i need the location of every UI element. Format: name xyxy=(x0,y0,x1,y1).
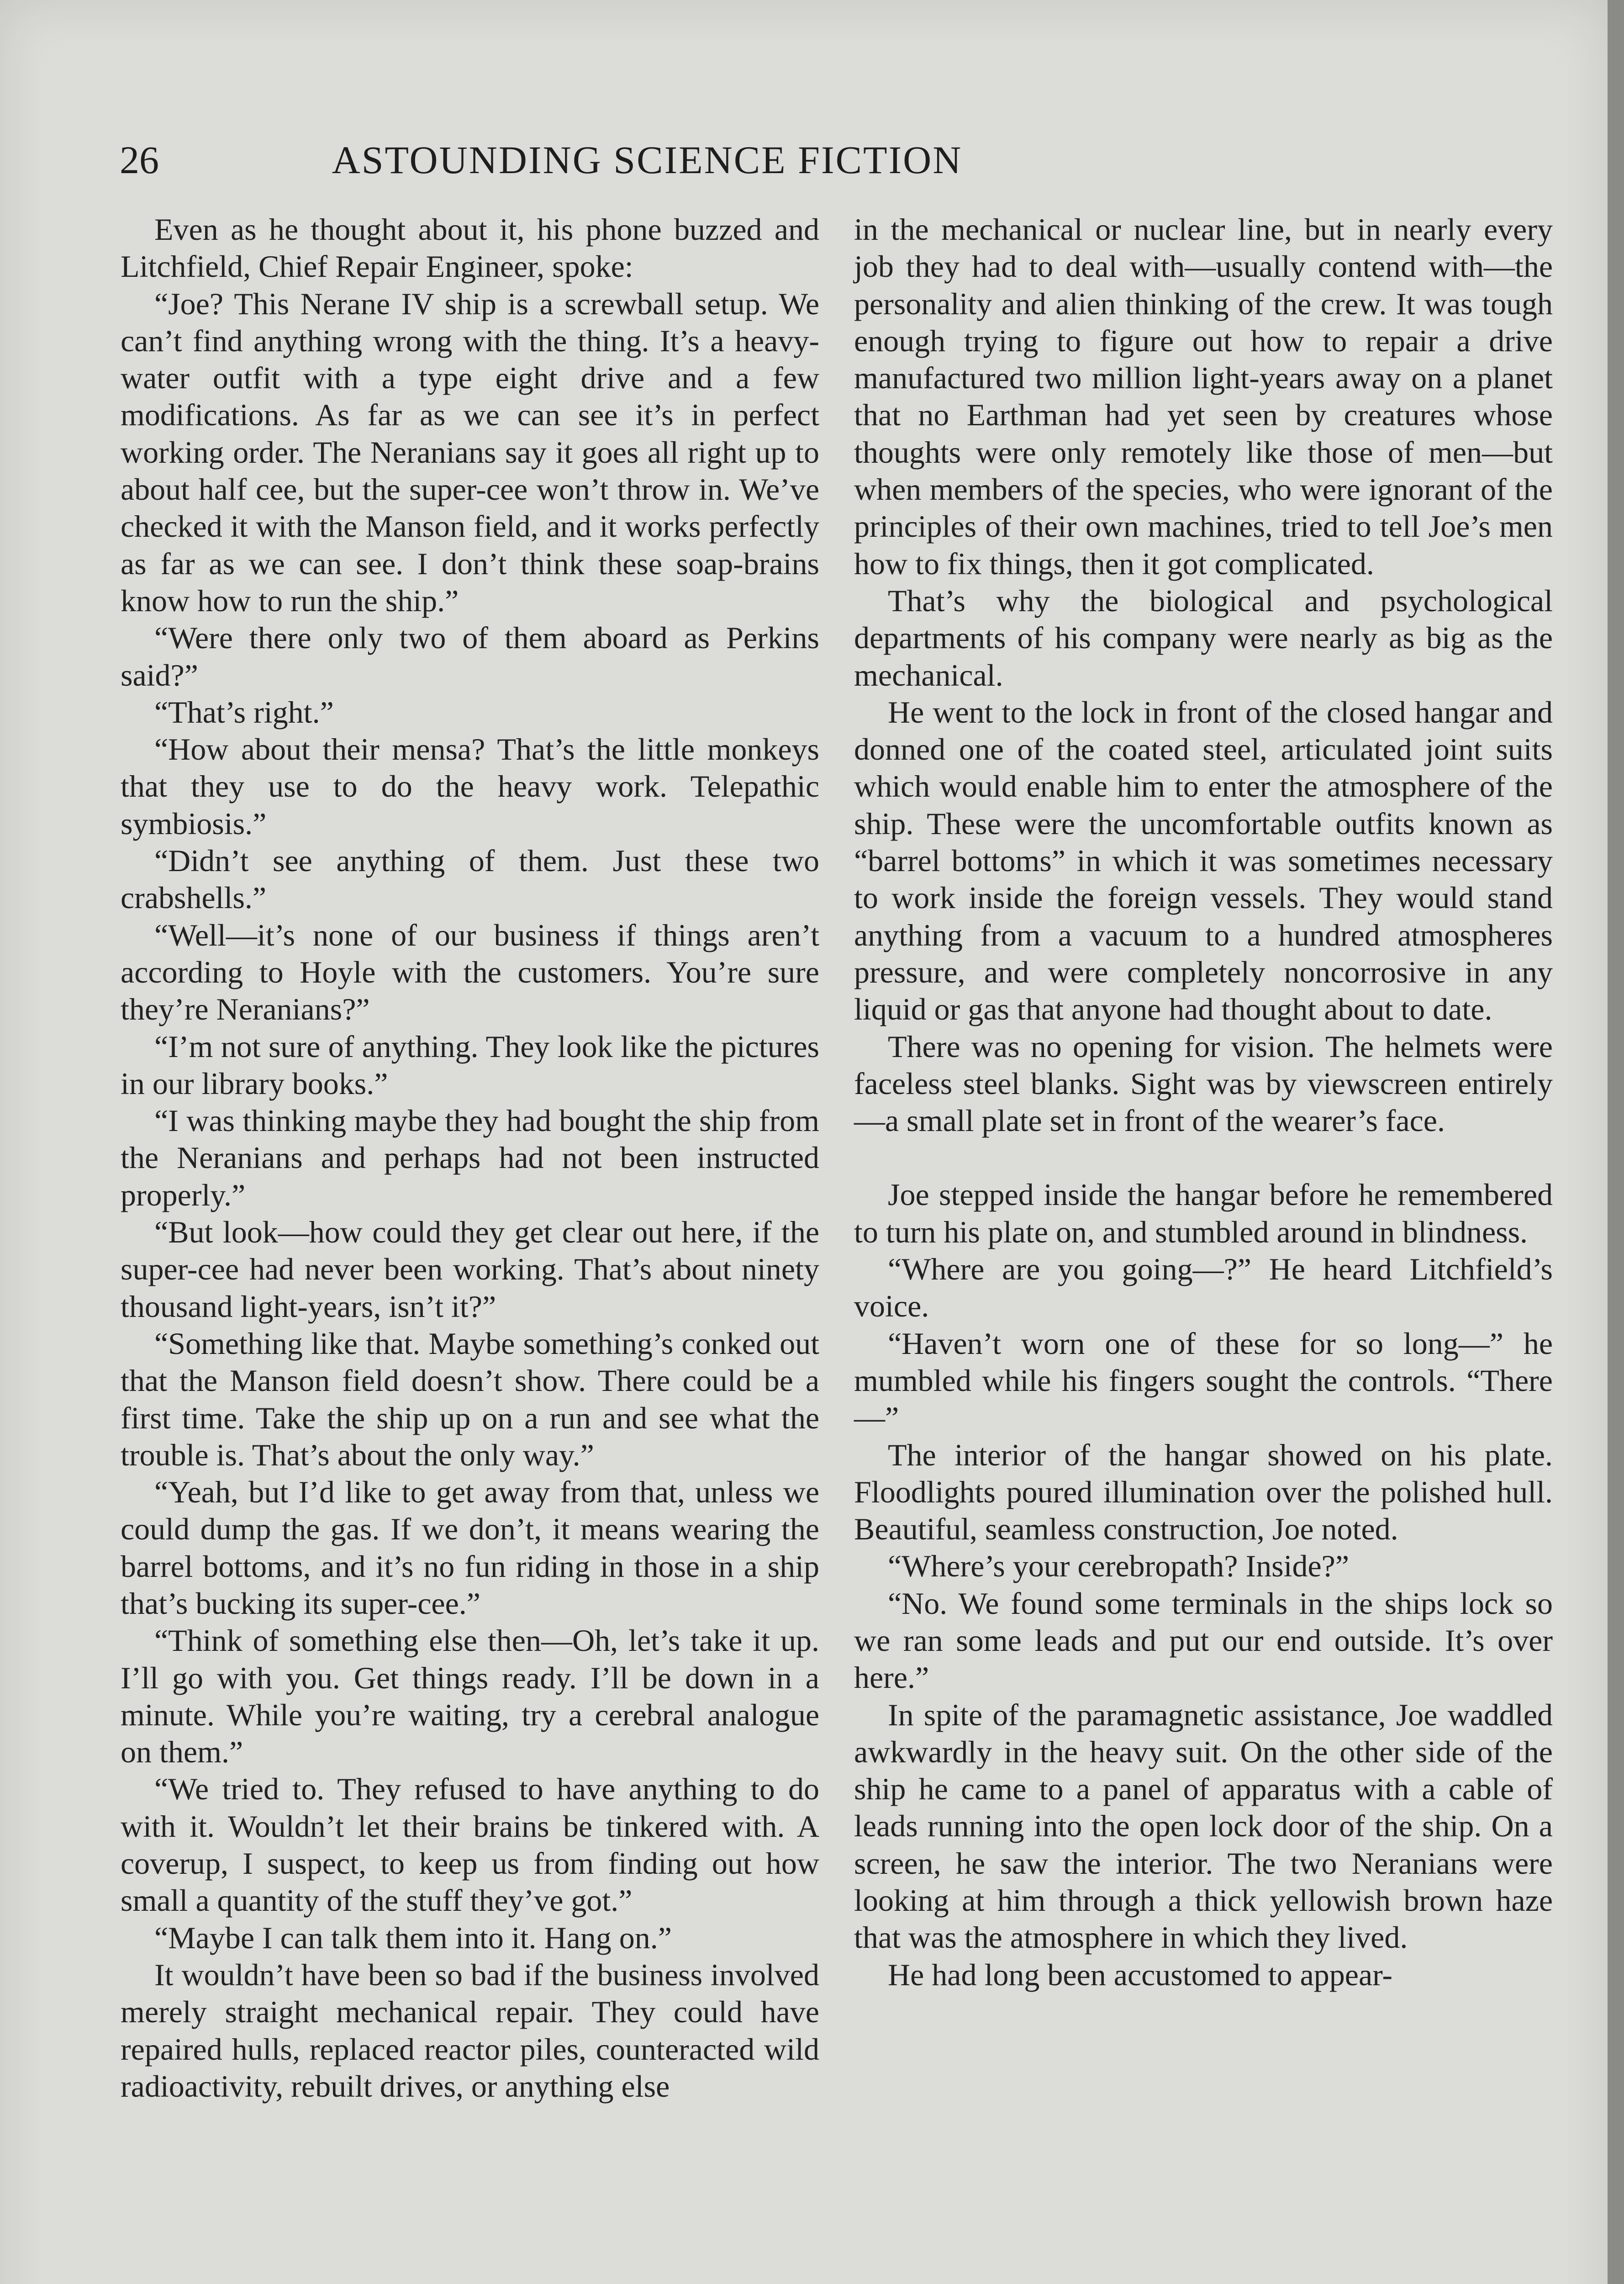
right-column xyxy=(854,211,1553,1993)
page-number: 26 xyxy=(120,138,159,182)
paragraph: “We tried to. They refused to have anything to do with it. Wouldn’t let their brains be tinkered with. A coverup, I suspect, to keep us from finding out how small a quantity of the stuff they’ve got.” xyxy=(121,1771,819,1918)
paragraph: “I was thinking maybe they had bought the ship from the Neranians and perhaps had not been instructed properly.” xyxy=(121,1103,819,1212)
paragraph: He went to the lock in front of the closed hangar and donned one of the coated steel, articulated joint suits which would enable him to enter the atmosphere of the ship. These were the uncomfortable outfits known as “barrel bottoms” in which it was sometimes necessary to work inside the foreign vessels. They would stand anything from a vacuum to a hundred atmospheres pressure, and were completely noncorrosive in any liquid or gas that anyone had thought about to date. xyxy=(854,694,1553,1027)
paragraph: “Didn’t see anything of them. Just these two crabshells.” xyxy=(121,843,819,915)
paragraph: “Joe? This Nerane IV ship is a screwball setup. We can’t find anything wrong with the thing. It’s a heavy-water outfit with a type eight drive and a few modifications. As far as we can see it’s in perfect working order. The Neranians say it goes all right up to about half cee, but the super-cee won’t throw in. We’ve checked it with the Manson field, and it works perfectly as far as we can see. I don’t think these soap-brains know how to run the ship.” xyxy=(121,286,819,618)
paragraph: The interior of the hangar showed on his plate. Floodlights poured illumination over the polished hull. Beautiful, seamless construction, Joe noted. xyxy=(854,1437,1553,1547)
paragraph: “That’s right.” xyxy=(154,694,334,730)
running-head: ASTOUNDING SCIENCE FICTION xyxy=(332,138,963,182)
paragraph: “Where are you going—?” He heard Litchfield’s voice. xyxy=(854,1252,1553,1324)
paragraph: “Yeah, but I’d like to get away from that, unless we could dump the gas. If we don’t, it means wearing the barrel bottoms, and it’s no fun riding in those in a ship that’s bucking its super-cee.” xyxy=(121,1475,819,1621)
paragraph: in the mechanical or nuclear line, but in nearly every job they had to deal with—usually contend with—the personality and alien thinking of the crew. It was tough enough trying to figure out how to repair a drive manufactured two million light-years away on a planet that no Earthman had yet seen by creatures whose thoughts were only remotely like those of men—but when members of the species, who were ignorant of the principles of their own machines, tried to tell Joe’s men how to fix things, then it got complicated. xyxy=(854,212,1553,581)
paragraph: In spite of the paramagnetic assistance, Joe waddled awkwardly in the heavy suit. On the other side of the ship he came to a panel of apparatus with a cable of leads running into the open lock door of the ship. On a screen, he saw the interior. The two Neranians were looking at him through a thick yellowish brown haze that was the atmosphere in which they lived. xyxy=(854,1697,1553,1955)
paragraph: “Where’s your cerebropath? Inside?” xyxy=(888,1549,1350,1584)
paragraph: “Think of something else then—Oh, let’s take it up. I’ll go with you. Get things ready. I’ll be down in a minute. While you’re waiting, try a cerebral analogue on them.” xyxy=(121,1623,819,1770)
paragraph: Joe stepped inside the hangar before he remembered to turn his plate on, and stumbled around in blindness. xyxy=(854,1177,1553,1249)
paragraph: There was no opening for vision. The helmets were faceless steel blanks. Sight was by viewscreen entirely—a small plate set in front of the wearer’s face. xyxy=(854,1029,1553,1138)
paragraph: Even as he thought about it, his phone buzzed and Litchfield, Chief Repair Engineer, spoke: xyxy=(121,212,819,284)
paragraph: “Were there only two of them aboard as Perkins said?” xyxy=(121,620,819,693)
left-column xyxy=(121,211,819,2105)
paragraph: “I’m not sure of anything. They look like the pictures in our library books.” xyxy=(121,1029,819,1101)
paragraph: “No. We found some terminals in the ships lock so we ran some leads and put our end outside. It’s over here.” xyxy=(854,1586,1553,1695)
page-header xyxy=(120,132,1175,187)
paragraph: He had long been accustomed to appear- xyxy=(888,1957,1393,1992)
paragraph: That’s why the biological and psychological departments of his company were nearly as big as the mechanical. xyxy=(854,583,1553,693)
paragraph: It wouldn’t have been so bad if the business involved merely straight mechanical repair. They could have repaired hulls, replaced reactor piles, counteracted wild radioactivity, rebuilt drives, or anything else xyxy=(121,1957,819,2104)
paragraph: “Maybe I can talk them into it. Hang on.” xyxy=(154,1920,672,1955)
paragraph: “How about their mensa? That’s the little monkeys that they use to do the heavy work. Telepathic symbiosis.” xyxy=(121,732,819,841)
paragraph: “Haven’t worn one of these for so long—” he mumbled while his fingers sought the controls. “There—” xyxy=(854,1326,1553,1435)
section-break xyxy=(854,1139,1553,1176)
paragraph: “But look—how could they get clear out here, if the super-cee had never been working. That’s about ninety thousand light-years, isn’t it?” xyxy=(121,1215,819,1324)
paragraph: “Something like that. Maybe something’s conked out that the Manson field doesn’t show. There could be a first time. Take the ship up on a run and see what the trouble is. That’s about the only way.” xyxy=(121,1326,819,1472)
paragraph: “Well—it’s none of our business if things aren’t according to Hoyle with the customers. You’re sure they’re Neranians?” xyxy=(121,917,819,1027)
